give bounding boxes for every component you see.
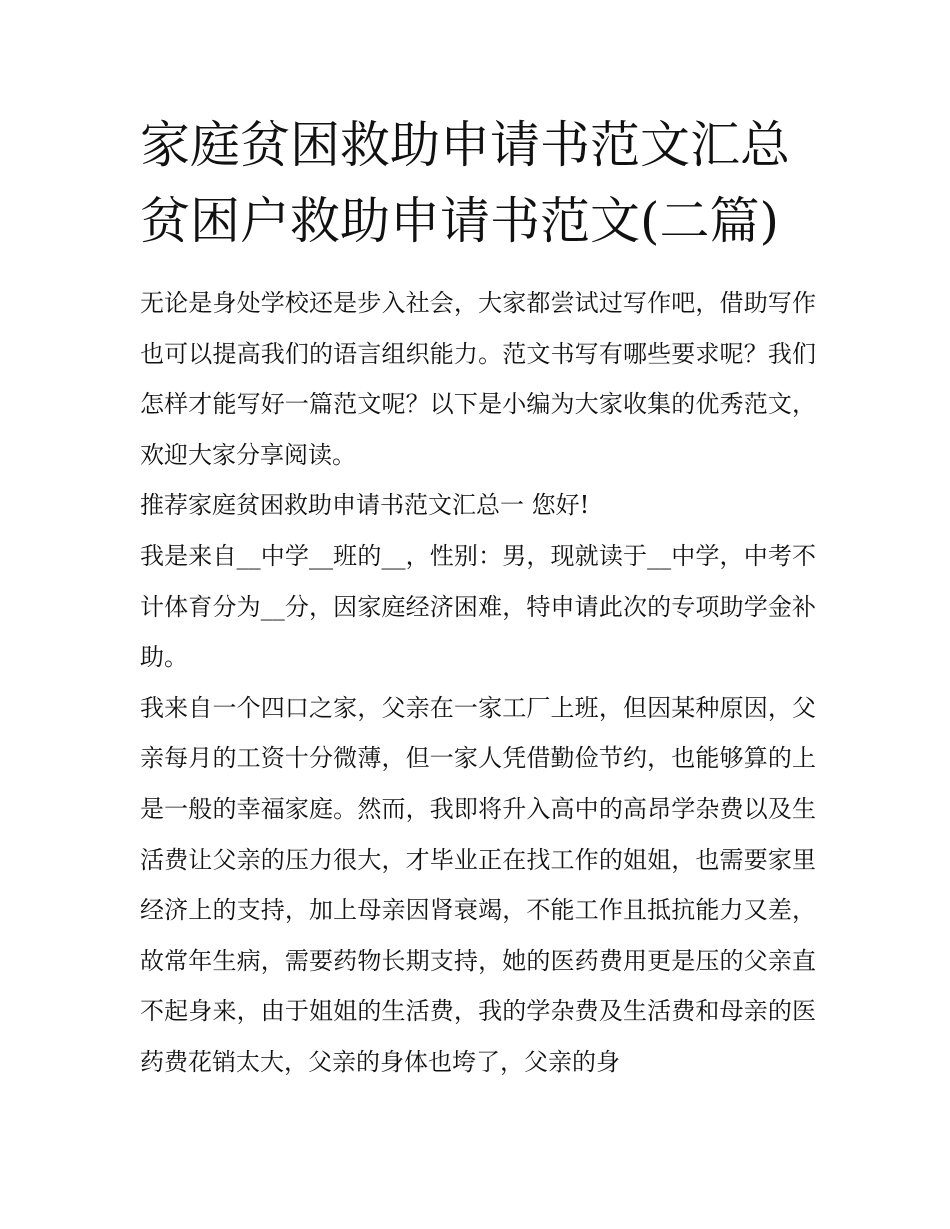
- applicant-info-paragraph: 我是来自__中学__班的__，性别：男，现就读于__中学，中考不计体育分为__分，因家庭经济困难，特申请此次的专项助学金补助。: [140, 541, 816, 672]
- family-situation-paragraph: 我来自一个四口之家，父亲在一家工厂上班，但因某种原因，父亲每月的工资十分微薄，但一家人凭借勤俭节约，也能够算的上是一般的幸福家庭。然而，我即将升入高中的高昂学杂费以及生活费让父亲的压力很大，才毕业正在找工作的姐姐，也需要家里经济上的支持，加上母亲因肾衰竭，不能工作且抵抗能力又差，故常年生病，需要药物长期支持，她的医药费用更是压的父亲直不起身来，由于姐姐的生活费，我的学杂费及生活费和母亲的医药费花销太大，父亲的身体也垮了，父亲的身: [140, 693, 816, 1076]
- section-heading-paragraph: 推荐家庭贫困救助申请书范文汇总一 您好!: [140, 491, 590, 520]
- document-body: [140, 278, 816, 1088]
- intro-paragraph: 无论是身处学校还是步入社会，大家都尝试过写作吧，借助写作也可以提高我们的语言组织能力。范文书写有哪些要求呢？我们怎样才能写好一篇范文呢？以下是小编为大家收集的优秀范文，欢迎大家分享阅读。: [140, 289, 816, 469]
- document-title-line-2: 贫困户救助申请书范文(二篇): [140, 192, 780, 250]
- document-title-line-1: 家庭贫困救助申请书范文汇总: [140, 116, 790, 174]
